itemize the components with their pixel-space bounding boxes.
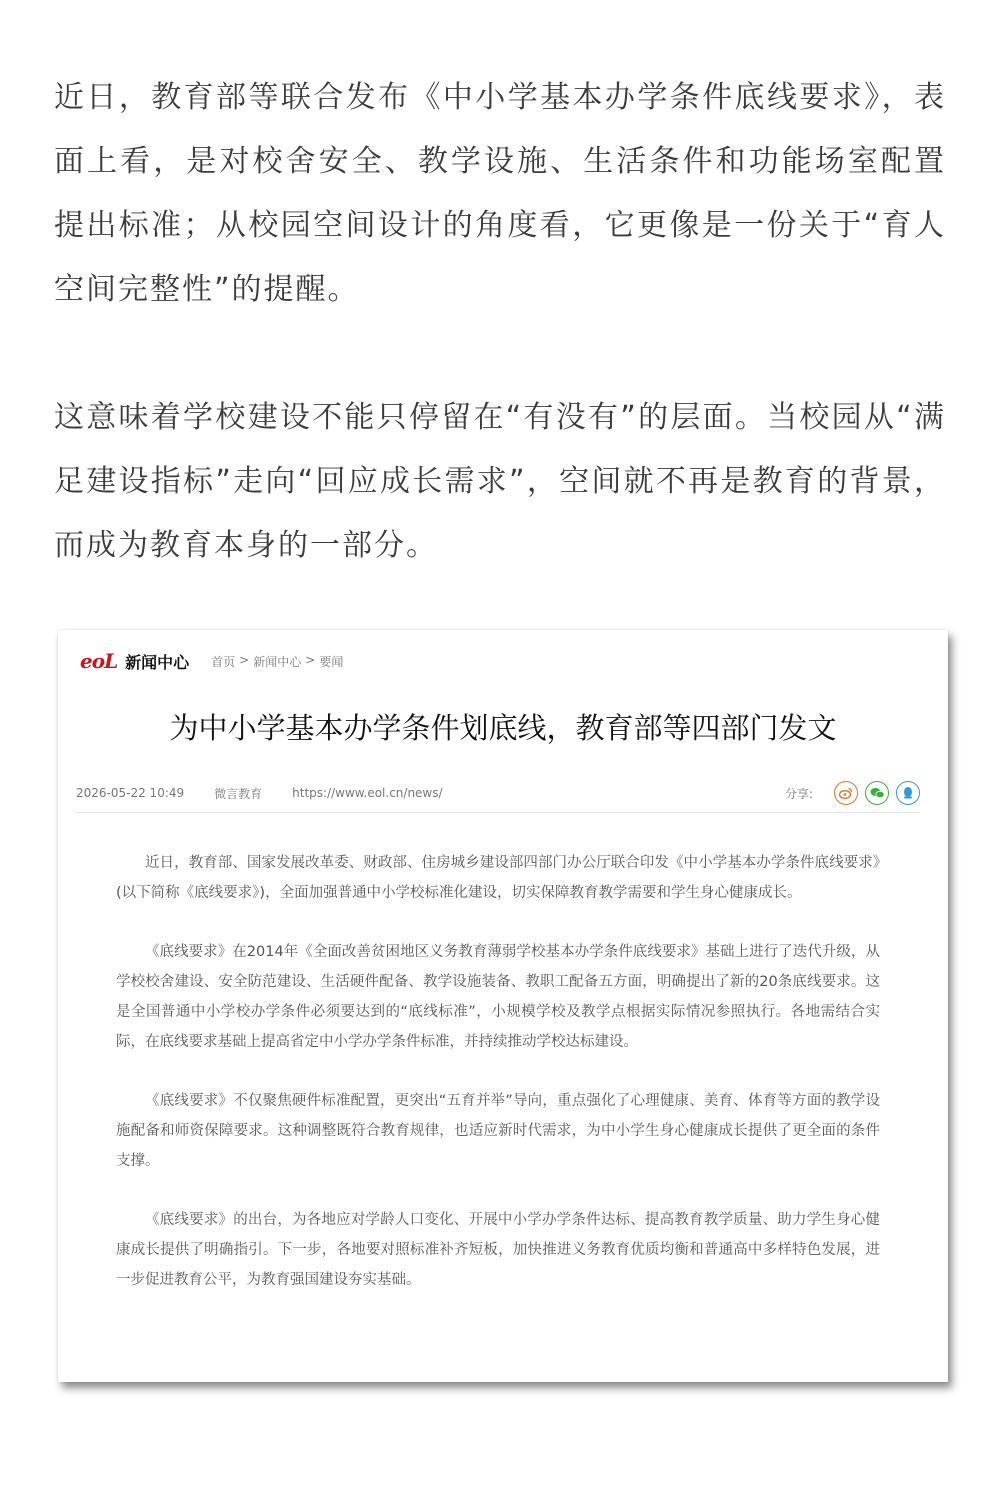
intro-paragraph-1: 近日，教育部等联合发布《中小学基本办学条件底线要求》，表面上看，是对校舍安全、教学设施、生活条件和功能场室配置提出标准；从校园空间设计的角度看，它更像是一份关于“育人空间完整性”的提醒。 [54, 80, 946, 307]
share-bar [785, 781, 920, 805]
article-body [116, 848, 880, 1324]
article-meta [76, 778, 920, 813]
breadcrumb-separator: > [305, 652, 316, 667]
eol-logo-mark: eoL [80, 649, 118, 673]
breadcrumb-news-center[interactable]: 新闻中心 [253, 654, 302, 669]
intro-paragraph-2: 这意味着学校建设不能只停留在“有没有”的层面。当校园从“满足建设指标”走向“回应成长需求”，空间就不再是教育的背景，而成为教育本身的一部分。 [54, 400, 946, 563]
article-headline: 为中小学基本办学条件划底线，教育部等四部门发文 [169, 711, 837, 745]
publish-date: 2026-05-22 10:49 [76, 786, 185, 800]
article-screenshot-card [58, 630, 948, 1382]
breadcrumb-separator: > [239, 652, 250, 667]
article-url[interactable]: https://www.eol.cn/news/ [292, 786, 443, 800]
qq-icon[interactable] [896, 781, 920, 805]
article-paragraph-1: 近日，教育部、国家发展改革委、财政部、住房城乡建设部四部门办公厅联合印发《中小学基本办学条件底线要求》(以下简称《底线要求》)，全面加强普通中小学校标准化建设，切实保障教育教学需要和学生身心健康成长。 [116, 855, 880, 901]
share-label: 分享: [784, 786, 813, 801]
breadcrumb-headlines[interactable]: 要闻 [319, 654, 344, 669]
article-source: 微言教育 [214, 786, 263, 801]
article-paragraph-2: 《底线要求》在2014年《全面改善贫困地区义务教育薄弱学校基本办学条件底线要求》基础上进行了迭代升级，从学校校舍建设、安全防范建设、生活硬件配备、教学设施装备、教职工配备五方面，明确提出了新的20条底线要求。这是全国普通中小学校办学条件必须要达到的“底线标准”，小规模学校及教学点根据实际情况参照执行。各地需结合实际，在底线要求基础上提高省定中小学办学条件标准，并持续推动学校达标建设。 [116, 944, 880, 1050]
article-paragraph-3: 《底线要求》不仅聚焦硬件标准配置，更突出“五育并举”导向，重点强化了心理健康、美育、体育等方面的教学设施配备和师资保障要求。这种调整既符合教育规律，也适应新时代需求，为中小学生身心健康成长提供了更全面的条件支撑。 [116, 1093, 880, 1169]
article-paragraph-4: 《底线要求》的出台，为各地应对学龄人口变化、开展中小学办学条件达标、提高教育教学质量、助力学生身心健康成长提供了明确指引。下一步，各地要对照标准补齐短板，加快推进义务教育优质均衡和普通高中多样特色发展，进一步促进教育公平，为教育强国建设夯实基础。 [116, 1212, 880, 1288]
breadcrumb [211, 653, 343, 670]
wechat-icon[interactable] [865, 781, 889, 805]
site-section-name: 新闻中心 [125, 652, 190, 672]
breadcrumb-home[interactable]: 首页 [211, 654, 236, 669]
site-header [80, 646, 343, 676]
eol-logo[interactable] [80, 649, 189, 673]
weibo-icon[interactable] [834, 781, 858, 805]
